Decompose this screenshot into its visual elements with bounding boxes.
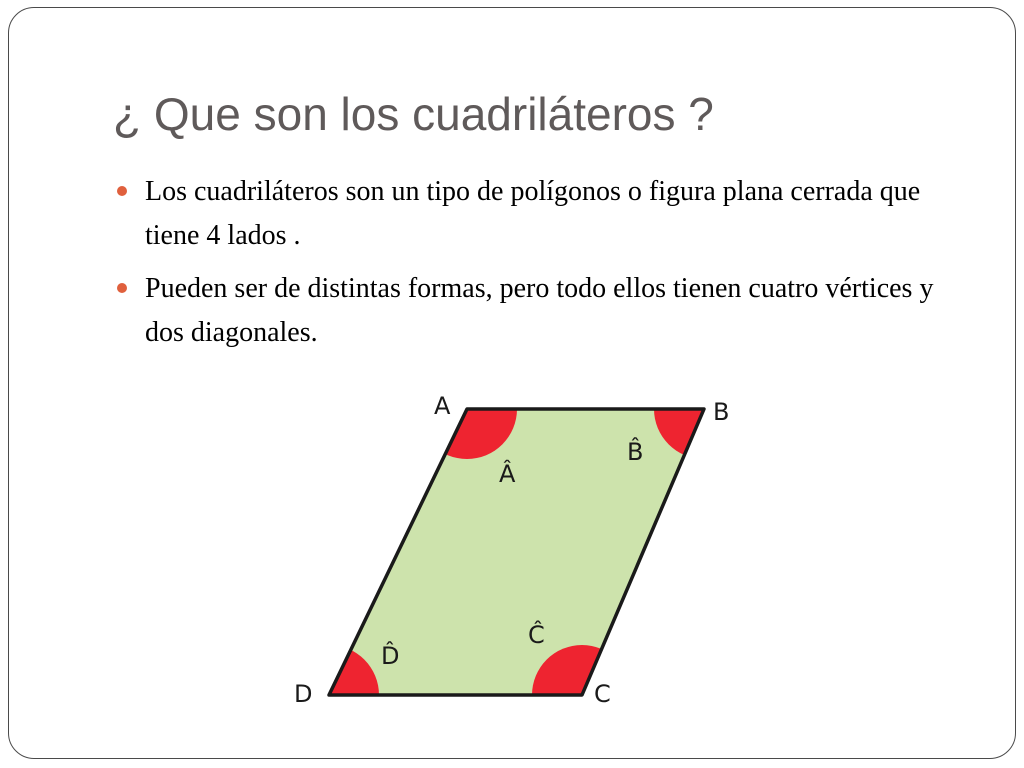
vertex-c-label: C	[594, 680, 611, 708]
angle-b-label: B̂	[627, 438, 644, 466]
angle-d-label: D̂	[381, 642, 400, 670]
angle-a-label: Â	[499, 460, 516, 488]
slide-title: ¿ Que son los cuadriláteros ?	[113, 88, 714, 140]
vertex-d-label: D	[294, 680, 313, 708]
vertex-b-label: B	[713, 398, 730, 426]
bullet-text: Pueden ser de distintas formas, pero todo ellos tienen cuatro vértices y dos diagonales.	[145, 273, 934, 348]
angle-c-label: Ĉ	[528, 621, 545, 649]
vertex-a-label: A	[434, 392, 451, 420]
bullet-text: Los cuadriláteros son un tipo de polígonos o figura plana cerrada que tiene 4 lados .	[145, 176, 921, 251]
